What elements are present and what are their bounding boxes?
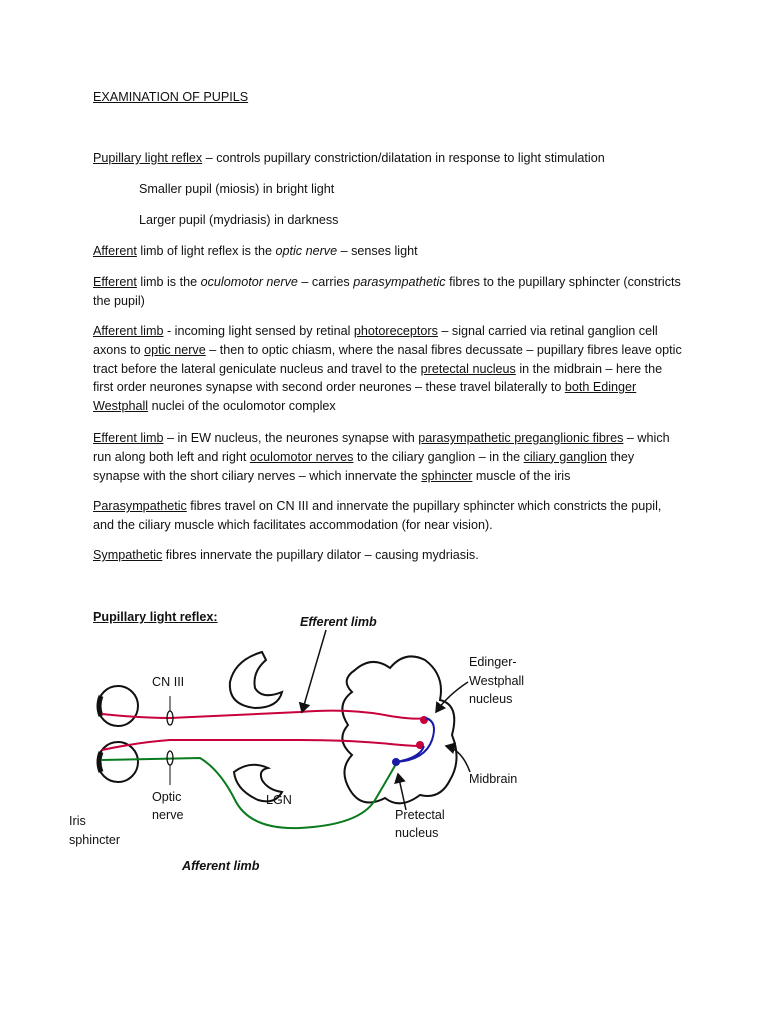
text: to the ciliary ganglion – in the: [353, 449, 524, 464]
paragraph-afferent-limb: [93, 322, 683, 416]
label-nerve: nerve: [152, 808, 184, 822]
text: limb of light reflex is the: [136, 244, 276, 258]
underlined-text: photoreceptors: [353, 324, 438, 338]
midbrain-arrow: [446, 746, 470, 772]
text: – then to optic chiasm, where the nasal fibres decussate – pupillary fibres leave optic tract before the lateral geniculate nucleus and travel to the: [93, 342, 682, 376]
underlined-text: oculomotor nerves: [249, 449, 354, 464]
text: – senses light: [337, 244, 418, 258]
paragraph-efferent: [93, 273, 683, 311]
label-ew-3: nucleus: [469, 692, 513, 706]
label-ew-1: Edinger-: [469, 655, 517, 669]
underlined-text: pretectal nucleus: [420, 361, 516, 376]
label-pretectal-1: Pretectal: [395, 808, 445, 822]
label-pretectal-2: nucleus: [395, 826, 439, 840]
cortex-upper-shape: [230, 652, 282, 708]
italic-text: parasympathetic: [353, 275, 446, 289]
term: Parasympathetic: [93, 499, 187, 513]
underlined-text: sphincter: [421, 468, 473, 483]
document-title: EXAMINATION OF PUPILS: [93, 90, 249, 104]
text: - incoming light sensed by retinal: [163, 324, 354, 338]
text: – controls pupillary constriction/dilatation in response to light stimulation: [202, 151, 605, 165]
label-cn3: CN III: [152, 675, 185, 689]
underlined-text: ciliary ganglion: [523, 449, 607, 464]
term: Sympathetic: [93, 548, 163, 562]
underlined-text: optic nerve: [144, 342, 206, 357]
label-optic: Optic: [152, 790, 182, 804]
text: muscle of the iris: [472, 468, 571, 483]
paragraph-sympathetic: [93, 546, 683, 565]
text: – in EW nucleus, the neurones synapse with: [163, 431, 419, 445]
label-iris: Iris: [69, 814, 86, 828]
text: in the midbrain – here the first order neurones synapse with second order neurones – these travel bilaterally to: [93, 361, 663, 395]
term: Afferent: [93, 244, 137, 258]
pupillary-reflex-diagram: [0, 600, 768, 890]
paragraph-miosis: Smaller pupil (miosis) in bright light: [139, 182, 335, 196]
figure-heading: Pupillary light reflex:: [93, 610, 218, 624]
efferent-arrow: [302, 630, 326, 712]
text: – which run along both left and right: [93, 431, 670, 464]
label-sphincter: sphincter: [69, 833, 121, 847]
term: Pupillary light reflex: [93, 151, 203, 165]
text: – signal carried via retinal ganglion cell axons to: [93, 324, 658, 357]
underlined-text: both Edinger Westphall: [93, 380, 637, 414]
text: – carries: [297, 275, 354, 289]
ew-nucleus-dot-top: [420, 716, 428, 724]
italic-text: oculomotor nerve: [200, 275, 298, 289]
term: Efferent: [93, 275, 137, 289]
paragraph-afferent: [93, 242, 683, 261]
text: they synapse with the short ciliary nerves – which innervate the: [93, 449, 635, 483]
pretectal-arrow: [398, 774, 406, 810]
paragraph-efferent-limb: [93, 429, 683, 485]
text: fibres to the pupillary sphincter (constricts the pupil): [93, 275, 681, 308]
eye-bottom-icon: [98, 742, 138, 782]
paragraph-mydriasis: Larger pupil (mydriasis) in darkness: [139, 213, 339, 227]
italic-text: optic nerve: [275, 244, 338, 258]
text: fibres travel on CN III and innervate the pupillary sphincter which constricts the pupil, and the ciliary muscle which facilitates accommodation (for near vision).: [93, 499, 662, 532]
paragraph-light-reflex: [93, 149, 683, 168]
efferent-fibre-top: [102, 711, 425, 719]
underlined-text: parasympathetic preganglionic fibres: [418, 431, 624, 445]
label-ew-2: Westphall: [469, 674, 525, 688]
term: Afferent limb: [93, 324, 164, 338]
label-midbrain: Midbrain: [469, 772, 518, 786]
text: fibres innervate the pupillary dilator – causing mydriasis.: [162, 548, 479, 562]
term: Efferent limb: [93, 431, 164, 445]
label-lgn: LGN: [266, 793, 292, 807]
label-efferent-limb: Efferent limb: [300, 615, 377, 629]
text: nuclei of the oculomotor complex: [148, 399, 336, 414]
efferent-fibre-bottom: [102, 740, 420, 750]
eye-top-icon: [98, 686, 138, 726]
text: limb is the: [136, 275, 201, 289]
internuncial-fibre: [396, 718, 434, 762]
label-afferent-limb: Afferent limb: [182, 859, 260, 873]
paragraph-parasympathetic: [93, 497, 683, 535]
